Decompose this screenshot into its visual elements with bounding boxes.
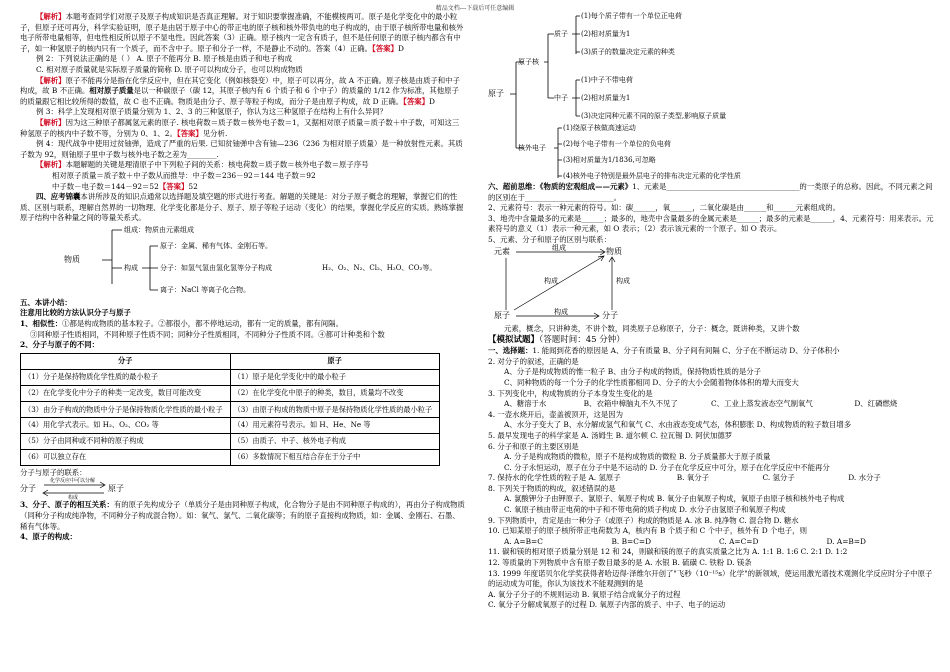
table-row xyxy=(21,369,440,385)
neutron-fact: (1)中子不带电荷 xyxy=(581,76,633,84)
question-7: 7. 保持水的化学性质的粒子是 A. 氢原子 B. 氧分子 C. 氢分子 D. 水分子 xyxy=(488,473,881,483)
question-10-options: A. A=B=C B. B=C=D C. A=C=D D. A=B=D xyxy=(504,536,866,546)
atom-structure-tree xyxy=(488,12,788,182)
element-molecule-atom-diagram xyxy=(494,243,694,324)
construction-label: 构成 xyxy=(124,263,138,272)
mutual-relation: 3、分子、原子的相互关系：有的原子先构成分子（单质分子是由同种原子构成，化合物分子是由不同种原子构成的），再由分子构成物质（同种分子构成纯净物，不同种分子构成混合物）。如：氧气、氯气、二氧化碳等；有的原子直接构成物质，如：金属、金刚石、石墨、稀有气体等。 xyxy=(20,500,465,531)
analysis-4-line-2: 相对原子质量＝质子数＋中子数从而推导：中子数＝236－92＝144 电子数＝92 xyxy=(52,170,316,180)
electron-fact: (2)每个电子带有一个单位的负电荷 xyxy=(563,140,671,148)
table-cell: （1）分子是保持物质化学性质的最小粒子 xyxy=(21,369,231,385)
molecule-atom-sketch xyxy=(20,478,180,500)
sketch-atom: 原子 xyxy=(108,484,124,494)
molecule-examples: H₂、O₂、N₂、Cl₂、H₂O、CO₂等。 xyxy=(322,263,437,272)
table-header: 原子 xyxy=(230,353,440,369)
sketch-decompose-label: 化学反应中可以分解 xyxy=(50,478,96,485)
molecule-item: 分子：如氢气氢由氢化氢等分子构成 xyxy=(160,263,272,272)
analysis-2: 【解析】原子不能再分是指在化学反应中，但在其它变化（例如核裂变）中，原子可以再分，故 A 不正确。原子核是由质子和中子构成，故 B 不正确。相对原子质量是以一种碳原子（碳 12，其原子核内有 6 个质子和 6 个中子）的质量的 1/12 作为标准，其他原子的质量跟它相比较所得的数值，故 C 也不正确。物质是由分子、原子等粒子构成，而分子是由原子构成，故 D 正确。【答案】D xyxy=(20,75,460,106)
table-row xyxy=(21,385,440,401)
rel-construct-label: 构成 xyxy=(544,276,558,285)
analysis-3: 【解析】因为这三种原子都属氢元素的原子. 核电荷数＝质子数＝核外电子数＝1，又据相对原子质量＝质子数＋中子数，可知这三种氢原子的核内中子数不等，分别为 0、1、2。【答案】见分析. xyxy=(20,117,460,138)
table-cell: （5）由质子、中子、核外电子构成 xyxy=(230,433,440,449)
left-column xyxy=(20,12,466,543)
test-title: 【模拟试题】（答题时间：45 分钟） xyxy=(488,335,625,346)
tree-neutron: 中子 xyxy=(554,94,568,102)
similarity-2: ③同种原子性质相同，不同种原子性质不同；同种分子性质相同，不同种分子性质不同。④都可计种类和个数 xyxy=(30,329,385,339)
matter-structure-diagram xyxy=(60,224,466,298)
rel-compose-label: 组成 xyxy=(552,243,566,252)
table-cell: （4）用化学式表示。如 H₂、O₂、CO₂ 等 xyxy=(21,417,231,433)
question-12: 12. 等质量的下列物质中含有原子数目最多的是 A. 水银 B. 硫磺 C. 铁粉 D. 镁条 xyxy=(488,558,752,568)
question-6-options: C. 分子永恒运动，原子在分子中是不运动的 D. 分子在化学反应中可分，原子在化学反应中不能再分 xyxy=(504,462,830,472)
tree-electron: 核外电子 xyxy=(518,144,546,152)
electron-fact: (4)核外电子特别是最外层电子的排布决定元素的化学性质 xyxy=(563,172,741,180)
table-cell: （5）分子由同种或不同种的原子构成 xyxy=(21,433,231,449)
rel-molecule: 分子 xyxy=(602,310,618,320)
example-3: 例 3：科学上发现相对原子质量分别为 1、2、3 的三种氢原子，你认为这三种氢原子在结构上有什么异同？ xyxy=(36,107,388,117)
relation-title: 分子与原子的联系： xyxy=(20,467,87,477)
proton-fact: (3)质子的数量决定元素的种类 xyxy=(581,48,675,56)
section-5-subtitle: 注意用比较的方法认识分子与原子 xyxy=(20,308,131,318)
rel-construct-label: 构成 xyxy=(616,276,630,285)
matter-label: 物质 xyxy=(64,254,80,264)
example-4: 例 4：现代战争中使用过贫铀弹，造成了严重的后果. 已知贫铀弹中含有铀—236（236 为相对原子质量）是一种放射性元素。其质子数为 92，则铀原子里中子数与核外电子数之差为________. xyxy=(20,139,463,159)
section-6-item-2: 2、元素符号：表示一种元素的符号。如：碳______，氧______，二氧化碳是由______和______元素组成的。 xyxy=(488,203,841,213)
neutron-fact: (3)决定同种元素不同的原子类型,影响原子质量 xyxy=(581,112,727,120)
relation-arrows xyxy=(494,246,694,324)
tree-atom: 原子 xyxy=(488,89,504,98)
question-2-options: C、同种物质的每一个分子的化学性质都相同 D、分子的大小会随着物体体积的增大而变大 xyxy=(504,377,799,387)
table-row xyxy=(21,401,440,417)
analysis-1: 【解析】本题考查同学们对原子及原子构成知识是否真正理解。对于知识要掌握准确，不能模棱两可。原子是化学变化中的最小粒子，但原子还可再分，科学实验证明，原子是由居于原子中心的带正电的原子核和核外带负电的电子构成的，由于原子核所带电量和核外电子所带电量相等，但电性相反所以原子不显电性。因此答案（3）正确。原子核内一定含有质子，但不是任何原子的原子核内都含有中子，如一种氢原子的核内只有一个质子，而不含中子。原子和分子一样，不是静止不动的。答案（4）正确。【答案】D xyxy=(20,12,464,53)
question-6: 6. 分子和原子的主要区别是 xyxy=(488,441,579,451)
rel-element: 元素 xyxy=(494,246,510,256)
section-5-title: 五、本讲小结： xyxy=(20,297,72,307)
section-4: 四、应考锦囊本讲所涉及的知识点通常以选择题及填空题的形式进行考查。解题的关键是：对分子原子概念的理解，掌握它们的性质、区别与联系，理解自然界的一切物理、化学变化都是分子、原子、原子等粒子运动（变化）的结果，掌握化学反应的实质。熟练掌握原子结构中各种量之间的等量关系式。 xyxy=(20,192,464,223)
molecule-atom-table xyxy=(20,353,440,466)
question-5: 5. 最早发现电子的科学家是 A. 汤姆生 B. 道尔顿 C. 拉瓦锡 D. 阿伏加德罗 xyxy=(488,430,733,440)
table-cell: （6）多数情况下相互结合存在于分子中 xyxy=(230,449,440,465)
table-row xyxy=(21,449,440,465)
table-cell: （4）用元素符号表示。如 H、He、Ne 等 xyxy=(230,417,440,433)
table-cell: （2）在化学变化中分子的种类一定改变，数目可能改变 xyxy=(21,385,231,401)
tree-proton: 质子 xyxy=(554,30,568,38)
example-2-options: C. 相对原子质量就是实际原子质量的简称 D. 原子可以构成分子，也可以构成物质 xyxy=(36,64,303,74)
question-13-options: C. 氧分子分解成氧原子的过程 D. 氧原子内部的质子、中子、电子的运动 xyxy=(488,600,726,610)
sketch-construct-label: 构成 xyxy=(68,495,79,502)
question-8: 8. 下列关于物质的构成，叙述错误的是 xyxy=(488,483,616,493)
question-4: 4. 一壶水烧开后，壶盖被顶开，这是因为 xyxy=(488,409,624,419)
question-4-options: A、水分子变大了 B、水分解成氢气和氧气 C、水由液态变成气态，体积膨胀 D、构成物质的粒子数目增多 xyxy=(504,420,852,430)
section-6: 六、超前思维：《物质的宏观组成——元素》1、元素是____________________________________的一类原子的总称。因此，不同元素之间的区别在于________________________。 xyxy=(488,182,933,202)
right-column xyxy=(488,12,934,611)
proton-fact: (2)相对质量为1 xyxy=(581,30,631,38)
section-6-item-5: 5、元素、分子和原子的区别与联系： xyxy=(488,234,611,244)
electron-fact: (3)相对质量为1/1836,可忽略 xyxy=(563,156,656,164)
analysis-4-line-3: 中子数－电子数＝144－92＝52【答案】52 xyxy=(52,181,198,191)
question-13-options: A. 氧分子分子的不规则运动 B. 氧原子结合成氧分子的过程 xyxy=(488,589,681,599)
table-row xyxy=(21,417,440,433)
question-8-options: A. 氯酸钾分子由钾原子、氯原子、氧原子构成 B. 氧分子由氧原子构成，氧原子由原子核和核外电子构成 xyxy=(504,494,845,504)
matter-brace-lines xyxy=(60,224,460,298)
question-2: 2. 对分子的叙述，正确的是 xyxy=(488,356,579,366)
question-13: 13. 1999 年度诺贝尔化学奖获得者哈迈得·泽维尔开创了"飞秒（10⁻¹⁵s）化学"的新领域，使运用激光谱技术观测化学反应时分子中原子的运动成为可能，你认为该技术不能观测到的是 xyxy=(488,568,933,589)
question-6-options: A. 分子是构成物质的微粒，原子不是构成物质的微粒 B. 分子质量都大于原子质量 xyxy=(504,452,771,462)
table-cell: （2）在化学变化中原子的种类，数目，质量均不改变 xyxy=(230,385,440,401)
ion-item: 离子：NaCl 等离子化合物。 xyxy=(160,285,251,294)
table-cell: （1）原子是化学变化中的最小粒子 xyxy=(230,369,440,385)
neutron-fact: (2)相对质量为1 xyxy=(581,94,631,102)
example-2-question: 例 2：下列说法正确的是（ ） A. 原子不能再分 B. 原子核是由质子和电子构成 xyxy=(36,54,292,64)
sketch-molecule: 分子 xyxy=(20,484,36,494)
question-9: 9. 下列物质中，肯定是由一种分子（或原子）构成的物质是 A. 冰 B. 纯净物 C. 混合物 D. 糖水 xyxy=(488,515,799,525)
section-6-summary: 元素，概念，只讲种类，不讲个数，同类原子总称原子，分子：概念，既讲种类，又讲个数 xyxy=(504,323,800,333)
question-3-options: A、糖溶于水 B、衣箱中樟脑丸不久不见了 C、工业上蒸发液态空气制氧气 D、红磷燃烧 xyxy=(504,399,898,409)
sketch-arrows xyxy=(20,478,180,500)
question-11: 11. 碳和镁的相对原子质量分别是 12 和 24，则碳和镁的原子的真实质量之比为 A. 1:1 B. 1:6 C. 2:1 D. 1:2 xyxy=(488,547,848,557)
electron-fact: (1)绕原子核做高速运动 xyxy=(563,124,636,132)
question-2-options: A、分子是构成物质的惟一粒子 B、由分子构成的物质，保持物质性质的是分子 xyxy=(504,367,762,377)
question-8-options: C. 氧原子核由带正电荷的中子和不带电荷的质子构成 D. 水分子由氢原子和氧原子构成 xyxy=(504,505,786,515)
analysis-4: 【解析】本题解题的关键是理清原子中下列粒子间的关系：核电荷数＝质子数＝核外电子数＝原子序号 xyxy=(36,160,369,170)
question-1: 一、选择题：1. 能闻到花香的原因是 A、分子有质量 B、分子间有间隔 C、分子在不断运动 D、分子体积小 xyxy=(488,346,840,356)
question-10: 10. 已知某原子的原子核所带正电荷数为 A，核内有 B 个质子和 C 个中子，核外有 D 个电子，则 xyxy=(488,526,807,536)
table-cell: （3）由原子构成的物质中原子是保持物质化学性质的最小粒子 xyxy=(230,401,440,417)
rel-atom: 原子 xyxy=(494,310,510,320)
question-3: 3. 下列变化中，构成物质的分子本身发生变化的是 xyxy=(488,388,653,398)
tree-nucleus: 原子核 xyxy=(518,58,539,66)
composition-label: 组成：物质由元素组成 xyxy=(124,225,194,234)
table-cell: （3）由分子构成的物质中分子是保持物质化学性质的最小粒子 xyxy=(21,401,231,417)
difference-title: 2、分子与原子的不同： xyxy=(20,340,100,350)
atom-structure-title: 4、原子的构成： xyxy=(20,532,77,542)
proton-fact: (1)每个质子带有一个单位正电荷 xyxy=(581,12,682,20)
rel-construct-label: 构成 xyxy=(554,307,568,316)
rel-matter: 物质 xyxy=(606,246,622,256)
similarity: 1、相似性：①都是构成物质的基本粒子。②都很小，都不停地运动，都有一定的质量，都有间隔。 xyxy=(20,319,343,329)
table-header: 分子 xyxy=(21,353,231,369)
page-header: 精品文档---下载后可任意编辑 xyxy=(435,5,515,12)
table-cell: （6）可以独立存在 xyxy=(21,449,231,465)
section-6-item-3: 3、地壳中含量最多的元素是______；最多的，地壳中含量最多的金属元素是______；最多的元素是______，4、元素符号：用来表示。元素符号的意义（1）表示一种元素，如 O 表示；（2）表示该元素的一个原子。如 O 表示。 xyxy=(488,213,934,234)
table-row xyxy=(21,433,440,449)
table-header-row xyxy=(21,353,440,369)
atom-item: 原子：金属、稀有气体、金刚石等。 xyxy=(160,241,272,250)
